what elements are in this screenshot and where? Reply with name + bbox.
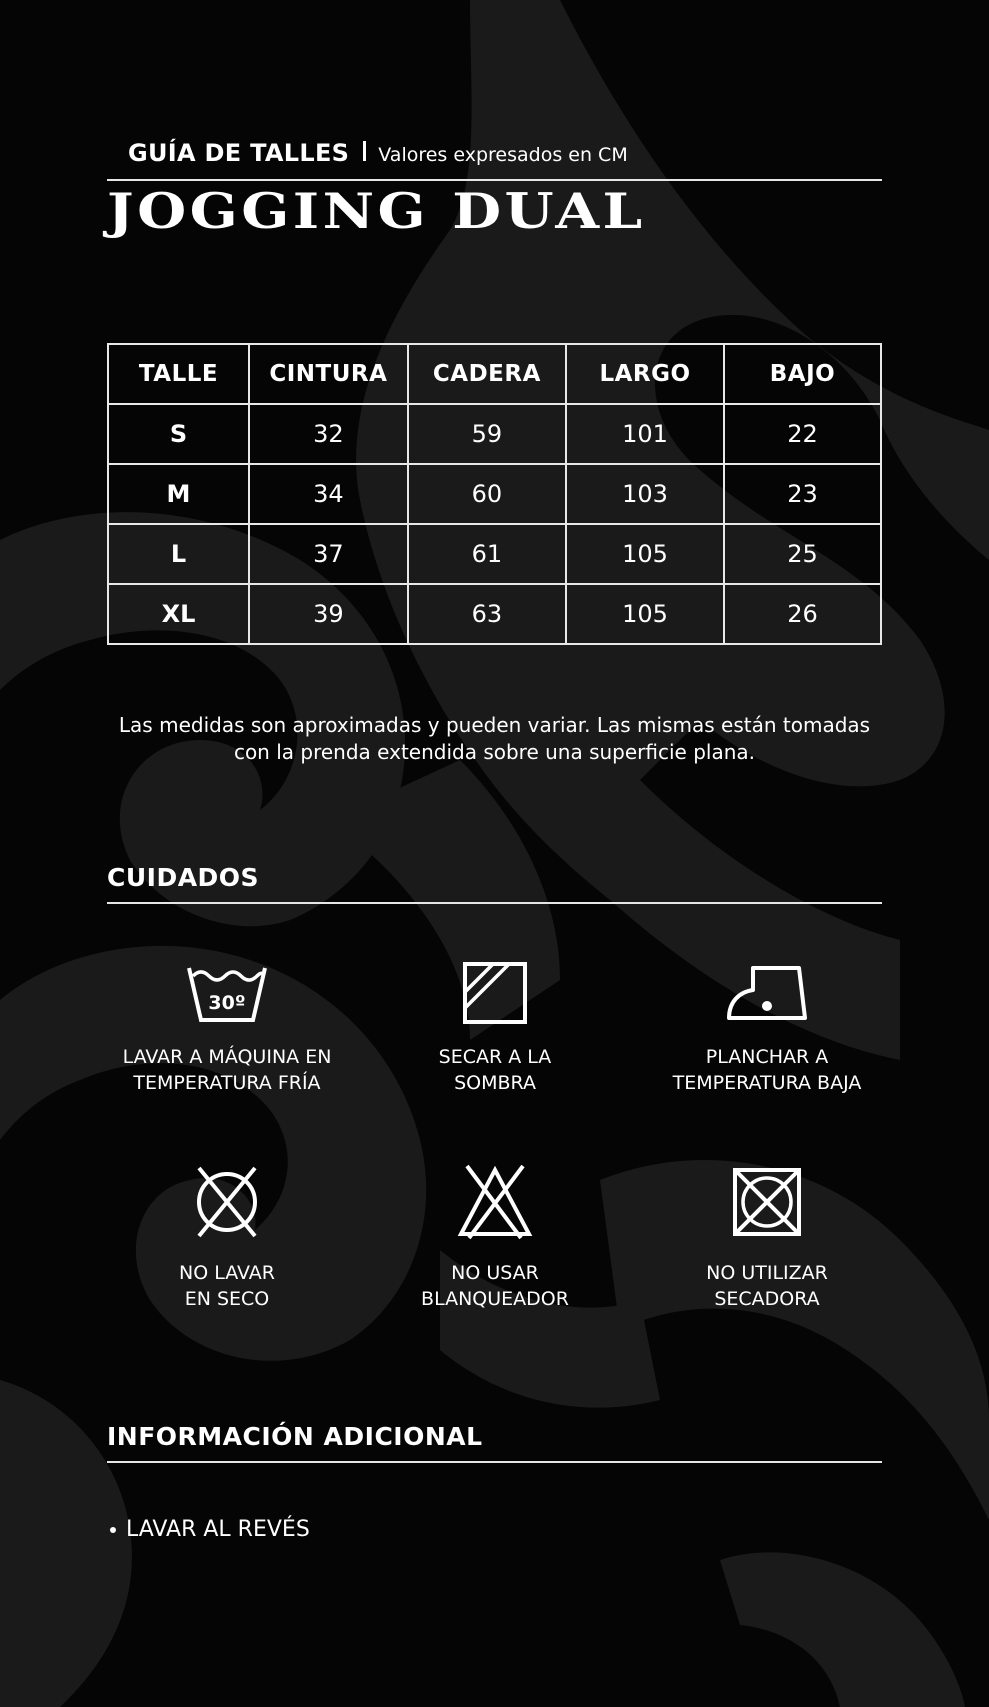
- value-cell: 61: [408, 524, 566, 584]
- dry-in-shade-icon: [455, 962, 535, 1024]
- care-label-line: BLANQUEADOR: [421, 1288, 569, 1310]
- note-line-1: Las medidas son aproximadas y pueden variar. Las mismas están tomadas: [118, 713, 871, 737]
- column-header-cintura: CINTURA: [249, 344, 408, 404]
- iron-low-icon: [725, 962, 809, 1024]
- value-cell: 26: [724, 584, 881, 644]
- note-line-2: con la prenda extendida sobre una superficie plana.: [233, 740, 756, 764]
- guide-subtitle: Valores expresados en CM: [378, 144, 628, 166]
- additional-section-title: INFORMACIÓN ADICIONAL: [107, 1422, 483, 1451]
- size-cell: L: [108, 524, 249, 584]
- size-cell: XL: [108, 584, 249, 644]
- care-label-line: NO USAR: [451, 1262, 539, 1284]
- care-item-no-bleach: [375, 1164, 615, 1312]
- care-label: [375, 1260, 615, 1312]
- table-header-row: [108, 344, 881, 404]
- column-header-talle: TALLE: [108, 344, 249, 404]
- value-cell: 63: [408, 584, 566, 644]
- care-label-line: SOMBRA: [454, 1072, 536, 1094]
- list-item: [110, 1517, 310, 1542]
- table-row: [108, 464, 881, 524]
- care-label-line: PLANCHAR A: [705, 1046, 829, 1068]
- table-row: [108, 524, 881, 584]
- header-line: [128, 139, 628, 167]
- value-cell: 39: [249, 584, 408, 644]
- value-cell: 103: [566, 464, 724, 524]
- care-label-line: NO LAVAR: [179, 1262, 275, 1284]
- wash-temp-label: 30º: [208, 992, 246, 1014]
- value-cell: 32: [249, 404, 408, 464]
- care-label: [375, 1044, 615, 1096]
- value-cell: 105: [566, 524, 724, 584]
- care-label-line: LAVAR A MÁQUINA EN: [122, 1046, 332, 1068]
- care-section-title: CUIDADOS: [107, 863, 260, 892]
- care-divider: [107, 902, 882, 904]
- size-cell: M: [108, 464, 249, 524]
- no-dry-clean-icon: [187, 1164, 267, 1240]
- care-item-dry-shade: [375, 962, 615, 1096]
- column-header-largo: LARGO: [566, 344, 724, 404]
- bullet-icon: [110, 1527, 116, 1533]
- care-label: [107, 1260, 347, 1312]
- table-row: [108, 584, 881, 644]
- care-label-line: TEMPERATURA FRÍA: [133, 1072, 321, 1094]
- no-bleach-icon: [455, 1164, 535, 1240]
- value-cell: 25: [724, 524, 881, 584]
- care-label: [647, 1044, 887, 1096]
- no-tumble-dry-icon: [727, 1164, 807, 1240]
- value-cell: 101: [566, 404, 724, 464]
- value-cell: 34: [249, 464, 408, 524]
- header-divider: [107, 179, 882, 181]
- care-item-no-tumble-dry: [647, 1164, 887, 1312]
- care-label: [107, 1044, 347, 1096]
- product-title: JOGGING DUAL: [107, 182, 646, 240]
- measurement-note: [107, 712, 882, 766]
- value-cell: 22: [724, 404, 881, 464]
- care-label-line: EN SECO: [184, 1288, 270, 1310]
- additional-item-text: LAVAR AL REVÉS: [126, 1517, 310, 1542]
- value-cell: 37: [249, 524, 408, 584]
- care-label-line: TEMPERATURA BAJA: [672, 1072, 862, 1094]
- value-cell: 59: [408, 404, 566, 464]
- care-label-line: SECADORA: [714, 1288, 820, 1310]
- size-table: [107, 343, 882, 645]
- care-label-line: NO UTILIZAR: [706, 1262, 828, 1284]
- guide-title: GUÍA DE TALLES: [128, 139, 350, 167]
- value-cell: 23: [724, 464, 881, 524]
- column-header-bajo: BAJO: [724, 344, 881, 404]
- care-item-no-dry-clean: [107, 1164, 347, 1312]
- value-cell: 105: [566, 584, 724, 644]
- additional-divider: [107, 1461, 882, 1463]
- column-header-cadera: CADERA: [408, 344, 566, 404]
- title-separator: [363, 141, 366, 161]
- care-label-line: SECAR A LA: [438, 1046, 552, 1068]
- table-row: [108, 404, 881, 464]
- care-item-iron-low: [647, 962, 887, 1096]
- care-label: [647, 1260, 887, 1312]
- machine-wash-30-icon: [187, 962, 267, 1024]
- size-cell: S: [108, 404, 249, 464]
- value-cell: 60: [408, 464, 566, 524]
- care-item-machine-wash: [107, 962, 347, 1096]
